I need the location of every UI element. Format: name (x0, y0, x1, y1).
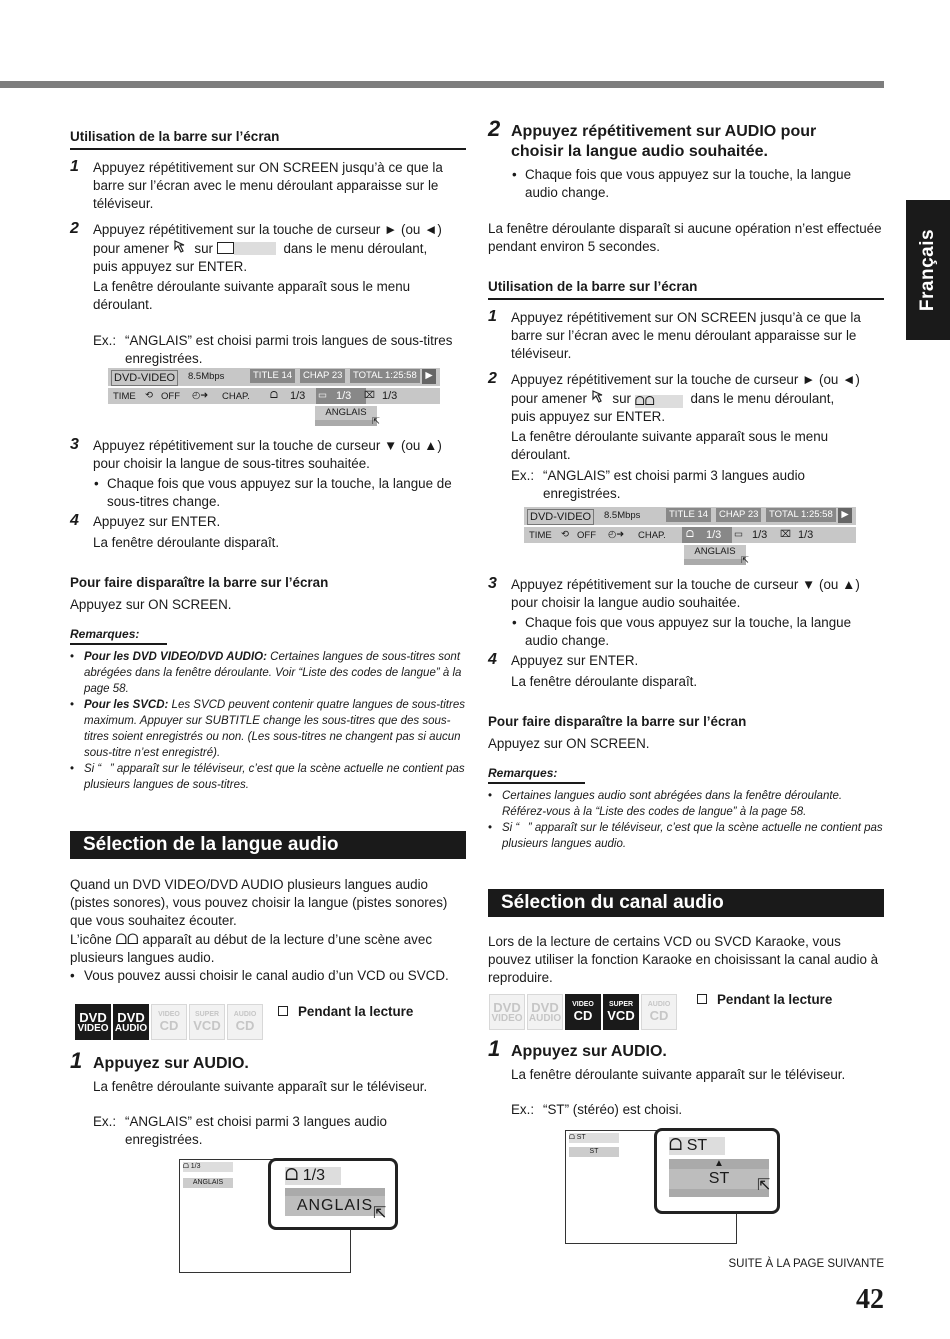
repeat-icon: ⟲ (561, 529, 569, 540)
subtitle-icon (217, 242, 234, 254)
right-example: Ex.: “ANGLAIS” est choisi parmi 3 langues audio enregistrées. (511, 468, 805, 501)
osd-title: TITLE 14 (666, 508, 711, 522)
left-column-2 (70, 437, 466, 793)
osd-time: TIME (529, 530, 552, 541)
right-column (488, 116, 884, 503)
osd-audio-count: 1/3 (706, 529, 722, 541)
audio-intro (70, 876, 466, 985)
audio-icon: ᗝ (686, 529, 694, 540)
language-tab: Français (906, 200, 950, 340)
osd-title: TITLE 14 (250, 369, 295, 383)
left-hide-heading: Pour faire disparaître la barre sur l’écran (70, 575, 329, 590)
channel-example: Ex.: “ST” (stéréo) est choisi. (511, 1102, 683, 1117)
right-badge-0: DVD VIDEO (489, 994, 525, 1030)
osd-audio-count: 1/3 (290, 390, 306, 402)
section-title-audio-language: Sélection de la langue audio (70, 831, 466, 859)
audio-icon: ᗝ (285, 1167, 299, 1184)
left-step-2: 2 Appuyez répétitivement sur la touche de curseur ► (ou ◄) pour amener sur dans le menu déroulant, puis appuyez sur ENTER. (70, 220, 442, 274)
osd-next-icon: ▶ (838, 508, 852, 523)
left-hide-body: Appuyez sur ON SCREEN. (70, 597, 232, 612)
tv-zoom-callout-audio: ᗝ 1/3 ANGLAIS ⇱ (268, 1158, 398, 1230)
pointer-icon: ⇱ (373, 1205, 387, 1222)
audio-icon: ᗝ (569, 1134, 575, 1141)
osd-bar-subtitle (108, 368, 440, 426)
angle-icon: ⌧ (780, 529, 791, 540)
right-hide-heading: Pour faire disparaître la barre sur l’écran (488, 714, 747, 729)
channel-intro-block (488, 933, 884, 987)
osd-popup-lang: ANGLAIS (684, 545, 746, 559)
left-step-4: 4 Appuyez sur ENTER. (70, 512, 221, 529)
subtitle-bar-heading: Utilisation de la barre sur l’écran (70, 128, 466, 150)
osd-popup-lang: ANGLAIS (315, 406, 377, 420)
right-hide-body: Appuyez sur ON SCREEN. (488, 736, 650, 751)
right-step-2-body: La fenêtre déroulante suivante apparaît sous le menu déroulant. (511, 429, 829, 462)
audio-step-1-block (70, 1048, 466, 1149)
disc-badges-left (75, 1004, 263, 1040)
left-step-4-body: La fenêtre déroulante disparaît. (93, 535, 280, 550)
right-step-3-bullet: • Chaque fois que vous appuyez sur la touche, la langue audio change. (488, 614, 884, 650)
audio-icon: ᗝᗝ (115, 931, 139, 947)
pointer-icon (591, 389, 609, 403)
right-remark-1: • Certaines langues audio sont abrégées dans la fenêtre déroulante. Référez-vous à la “Liste des codes de langue” à la page 58. (488, 788, 884, 820)
remark-3: • Si “⃠” apparaît sur le téléviseur, c’est que la scène actuelle ne contient pas plusieurs langues de sous-titres. (70, 761, 466, 793)
osd-chap: CHAP 23 (716, 508, 761, 522)
right-step-4: 4 Appuyez sur ENTER. (488, 651, 639, 668)
pointer-icon: ⇱ (757, 1177, 771, 1194)
osd-next-icon: ▶ (422, 369, 436, 384)
osd-total: TOTAL 1:25:58 (766, 508, 836, 522)
top-rule (0, 81, 884, 88)
osd-chap-btn: CHAP. (638, 530, 666, 541)
left-step-3: 3 Appuyez répétitivement sur la touche de curseur ▼ (ou ▲) pour choisir la langue de sous-titres souhaitée. (70, 436, 442, 471)
pointer-icon: ⇱ (372, 416, 380, 427)
right-remark-2: • Si “⃠” apparaît sur le téléviseur, c’est que la scène actuelle ne contient pas plusieurs langues audio. (488, 820, 884, 852)
tv-big-channel: ST (669, 1169, 769, 1189)
osd-time: TIME (113, 391, 136, 402)
osd-bar-audio (524, 507, 856, 565)
osd-sub-count: 1/3 (336, 390, 352, 402)
osd-disc: DVD-VIDEO (527, 509, 594, 525)
remark-1: • Pour les DVD VIDEO/DVD AUDIO: Certaines langues de sous-titres sont abrégées dans la fenêtre déroulante. Voir “Liste des codes de langue” à la page 58. (70, 649, 466, 697)
pointer-icon (173, 239, 191, 253)
audio-intro-bullet: • Vous pouvez aussi choisir le canal audio d’un VCD ou SVCD. (70, 968, 449, 983)
right-column-2 (488, 576, 884, 852)
channel-step-1: 1 Appuyez sur AUDIO. (488, 1036, 667, 1061)
during-play-left: Pendant la lecture (278, 1003, 413, 1021)
left-step-2-body: La fenêtre déroulante suivante apparaît sous le menu déroulant. (93, 279, 411, 312)
pointer-icon: ⇱ (741, 555, 749, 566)
osd-chap-btn: CHAP. (222, 391, 250, 402)
audio-example: Ex.: “ANGLAIS” est choisi parmi 3 langues audio enregistrées. (93, 1114, 387, 1147)
tv-zoom-callout-channel: ᗝ ST ▲ ST ⇱ (654, 1128, 780, 1214)
left-badge-4: AUDIO CD (227, 1004, 263, 1040)
left-step-1: 1 Appuyez répétitivement sur ON SCREEN jusqu’à ce que la barre sur l’écran avec le menu déroulant apparaisse sur le téléviseur. (70, 158, 443, 211)
right-audio-step-2-bullet: • Chaque fois que vous appuyez sur la touche, la langue audio change. (488, 166, 884, 202)
osd-off: OFF (577, 530, 596, 541)
audio-step-1: 1 Appuyez sur AUDIO. (70, 1048, 249, 1073)
audio-icon: ᗝᗝ (635, 395, 683, 408)
right-badge-3: SUPER VCD (603, 994, 639, 1030)
disc-badges-right (489, 994, 677, 1030)
tv-screen-channel: ᗝ ST ST (565, 1130, 737, 1244)
osd-disc: DVD-VIDEO (111, 370, 178, 386)
continued-note: SUITE À LA PAGE SUIVANTE (728, 1258, 884, 1270)
right-step-3: 3 Appuyez répétitivement sur la touche de curseur ▼ (ou ▲) pour choisir la langue audio souhaitée. (488, 575, 860, 610)
audio-icon: ᗝ (270, 390, 278, 401)
subtitle-icon: ▭ (318, 390, 327, 401)
tv-big-lang: ANGLAIS (285, 1196, 385, 1216)
subtitle-icon: ▭ (734, 529, 743, 540)
timer-icon: ◴➜ (192, 390, 209, 401)
angle-icon: ⌧ (364, 390, 375, 401)
osd-rate: 8.5Mbps (604, 510, 641, 521)
right-step-4-body: La fenêtre déroulante disparaît. (511, 674, 698, 689)
audio-intro-2: L’icône ᗝᗝ apparaît au début de la lecture d’une scène avec plusieurs langues audio. (70, 931, 433, 965)
remark-2: • Pour les SVCD: Les SVCD peuvent contenir quatre langues de sous-titres maximum. Appuyer sur SUBTITLE change les sous-titres que des sous-titres soient enregistrés ou non. (Les sous-titres ne changent pas si aucun sous-titre n’est enregistré). (70, 697, 466, 761)
tv-screen-audio: ᗝ 1/3 ANGLAIS (179, 1159, 351, 1273)
right-audio-step-2: 2 Appuyez répétitivement sur AUDIO pour choisir la langue audio souhaitée. (488, 116, 817, 160)
osd-rate: 8.5Mbps (188, 371, 225, 382)
tv-small-lang: ANGLAIS (183, 1178, 233, 1188)
left-step-3-bullet: • Chaque fois que vous appuyez sur la touche, la langue de sous-titres change. (70, 475, 466, 511)
right-step-1: 1 Appuyez répétitivement sur ON SCREEN jusqu’à ce que la barre sur l’écran avec le menu déroulant apparaisse sur le téléviseur. (488, 308, 861, 361)
right-badge-1: DVD AUDIO (527, 994, 563, 1030)
channel-step-1-block (488, 1036, 884, 1119)
right-badge-2: VIDEO CD (565, 994, 601, 1030)
osd-off: OFF (161, 391, 180, 402)
during-play-right: Pendant la lecture (697, 991, 832, 1009)
left-badge-1: DVD AUDIO (113, 1004, 149, 1040)
remarks-heading: Remarques: (488, 764, 585, 784)
osd-angle-count: 1/3 (798, 529, 814, 541)
osd-chap: CHAP 23 (300, 369, 345, 383)
audio-icon: ᗝ (669, 1137, 683, 1154)
left-remarks (70, 625, 466, 793)
audio-intro-1: Quand un DVD VIDEO/DVD AUDIO plusieurs langues audio (pistes sonores), vous pouvez choisir la langue (pistes sonores) que vous souhaitez écouter. (70, 877, 448, 928)
remarks-heading: Remarques: (70, 625, 167, 645)
repeat-icon: ⟲ (145, 390, 153, 401)
tv-small-channel: ST (569, 1147, 619, 1157)
osd-angle-count: 1/3 (382, 390, 398, 402)
left-column (70, 128, 466, 368)
left-badge-0: DVD VIDEO (75, 1004, 111, 1040)
left-example: Ex.: “ANGLAIS” est choisi parmi trois langues de sous-titres enregistrées. (93, 333, 453, 366)
left-badge-3: SUPER VCD (189, 1004, 225, 1040)
channel-step-1-body: La fenêtre déroulante suivante apparaît sur le téléviseur. (511, 1067, 846, 1082)
right-step-2: 2 Appuyez répétitivement sur la touche de curseur ► (ou ◄) pour amener sur ᗝᗝ dans le menu déroulant, puis appuyez sur ENTER. (488, 370, 860, 424)
osd-sub-count: 1/3 (752, 529, 768, 541)
audio-icon: ᗝ (183, 1163, 189, 1170)
page-number: 42 (856, 1284, 884, 1315)
right-bar-heading: Utilisation de la barre sur l’écran (488, 278, 884, 300)
right-remarks (488, 764, 884, 852)
channel-intro: Lors de la lecture de certains VCD ou SVCD Karaoke, vous pouvez utiliser la fonction Karaoke en choisissant la canal audio à reproduire. (488, 934, 879, 985)
right-audio-timeout: La fenêtre déroulante disparaît si aucune opération n’est effectuée pendant environ 5 secondes. (488, 221, 882, 254)
audio-step-1-body: La fenêtre déroulante suivante apparaît sur le téléviseur. (93, 1079, 428, 1094)
right-badge-4: AUDIO CD (641, 994, 677, 1030)
left-badge-2: VIDEO CD (151, 1004, 187, 1040)
timer-icon: ◴➜ (608, 529, 625, 540)
section-title-audio-channel: Sélection du canal audio (488, 889, 884, 917)
osd-total: TOTAL 1:25:58 (350, 369, 420, 383)
